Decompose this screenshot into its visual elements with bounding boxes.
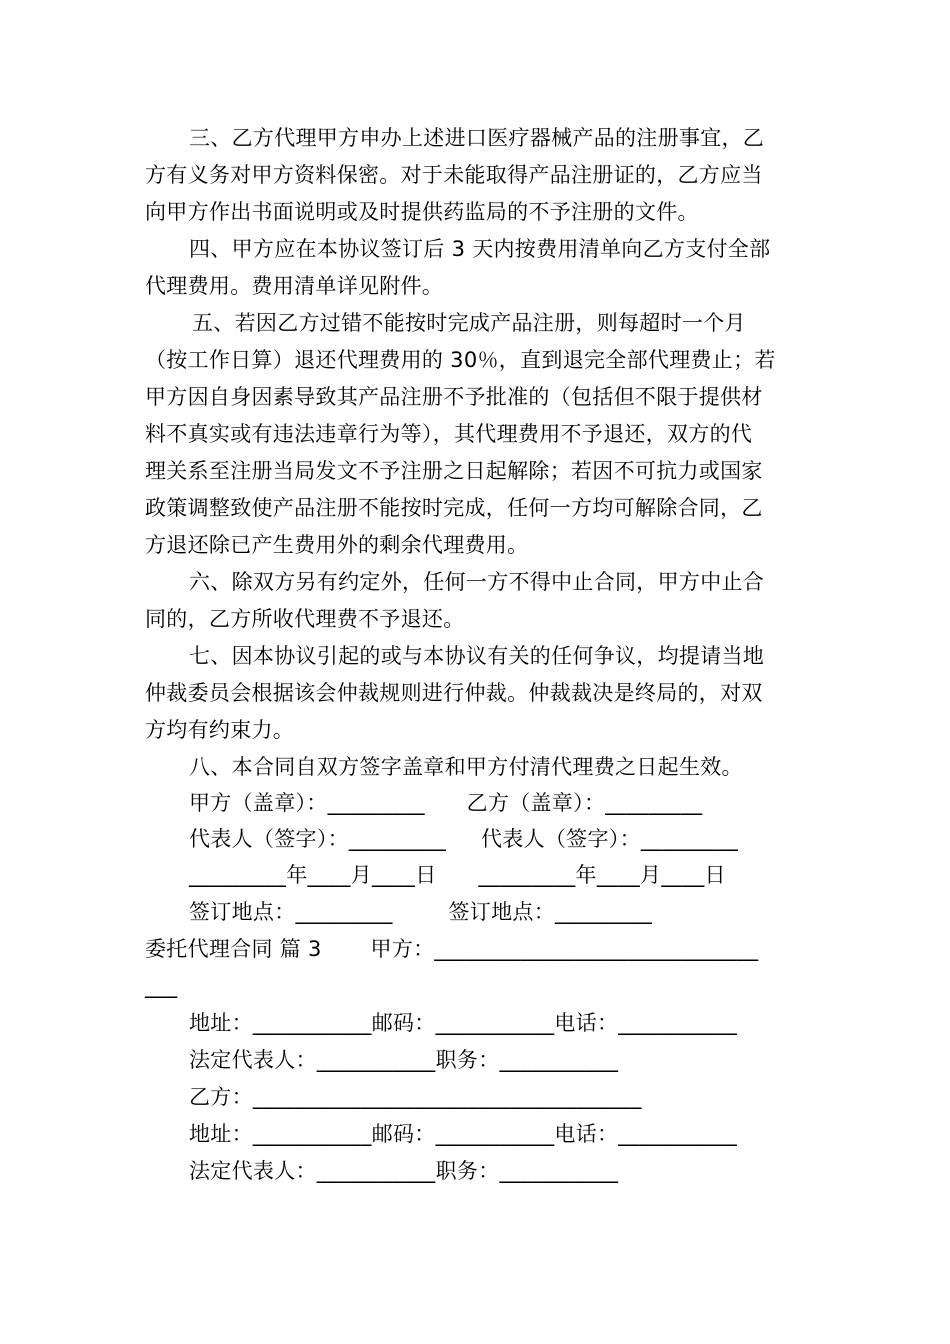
paragraph-5-line-1: 五、若因乙方过错不能按时完成产品注册，则每超时一个月 xyxy=(192,311,746,335)
paragraph-5-line-5: 理关系至注册当局发文不予注册之日起解除；若因不可抗力或国家 xyxy=(145,459,763,483)
paragraph-3-line-2: 方有义务对甲方资料保密。对于未能取得产品注册证的，乙方应当 xyxy=(145,163,763,187)
signature-seal-line: 甲方（盖章）：_________ 乙方（盖章）：_________ xyxy=(189,791,703,815)
signature-date-line: _________年____月____日 _________年____月____日 xyxy=(189,863,726,887)
paragraph-5-line-6: 政策调整致使产品注册不能按时完成，任何一方均可解除合同，乙 xyxy=(145,496,763,520)
paragraph-5-line-2: （按工作日算）退还代理费用的 30％，直到退完全部代理费止；若 xyxy=(145,348,776,372)
signature-place-line: 签订地点：_________ 签订地点：_________ xyxy=(189,900,653,924)
paragraph-7-line-3: 方均有约束力。 xyxy=(145,718,295,742)
paragraph-3-line-1: 三、乙方代理甲方申办上述进口医疗器械产品的注册事宜，乙 xyxy=(189,126,765,150)
paragraph-5-line-4: 料不真实或有违法违章行为等），其代理费用不予退还，双方的代 xyxy=(145,422,753,446)
signature-representative-line: 代表人（签字）：_________ 代表人（签字）：_________ xyxy=(189,827,739,851)
paragraph-7-line-1: 七、因本协议引起的或与本协议有关的任何争议，均提请当地 xyxy=(189,644,765,668)
paragraph-4-line-1: 四、甲方应在本协议签订后 3 天内按费用清单向乙方支付全部 xyxy=(189,237,771,261)
party-b-line: 乙方：____________________________________ xyxy=(189,1085,642,1109)
paragraph-6-line-1: 六、除双方另有约定外，任何一方不得中止合同，甲方中止合 xyxy=(189,570,765,594)
party-a-legal-rep-line: 法定代表人：___________职务：___________ xyxy=(189,1048,619,1072)
paragraph-4-line-2: 代理费用。费用清单详见附件。 xyxy=(145,274,444,298)
party-a-underline-continuation: ___ xyxy=(145,974,178,998)
party-b-address-line: 地址：___________邮码：___________电话：___________ xyxy=(189,1122,738,1146)
paragraph-5-line-3: 甲方因自身因素导致其产品注册不予批准的（包括但不限于提供材 xyxy=(145,385,763,409)
paragraph-3-line-3: 向甲方作出书面说明或及时提供药监局的不予注册的文件。 xyxy=(145,200,699,224)
contract-3-heading-party-a: 委托代理合同 篇 3 甲方：______________________________ xyxy=(145,937,759,961)
paragraph-7-line-2: 仲裁委员会根据该会仲裁规则进行仲裁。仲裁裁决是终局的，对双 xyxy=(145,681,763,705)
paragraph-5-line-7: 方退还除已产生费用外的剩余代理费用。 xyxy=(145,533,529,557)
party-a-address-line: 地址：___________邮码：___________电话：___________ xyxy=(189,1011,738,1035)
paragraph-8: 八、本合同自双方签字盖章和甲方付清代理费之日起生效。 xyxy=(189,755,743,779)
party-b-legal-rep-line: 法定代表人：___________职务：___________ xyxy=(189,1159,619,1183)
paragraph-6-line-2: 同的，乙方所收代理费不予退还。 xyxy=(145,607,465,631)
